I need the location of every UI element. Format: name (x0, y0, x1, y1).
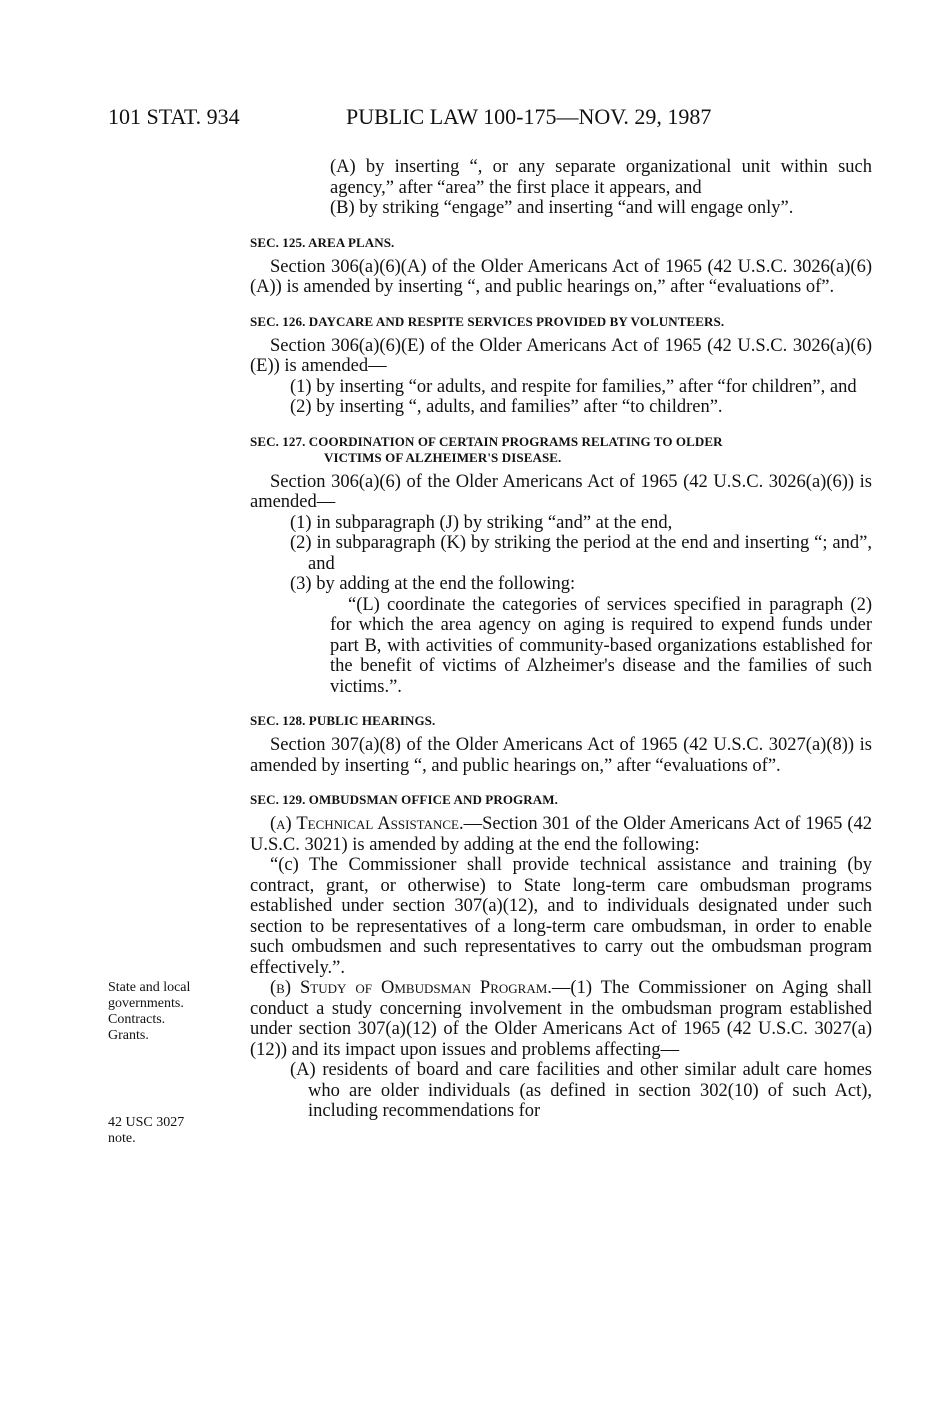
stat-page-number: 101 STAT. 934 (108, 104, 240, 129)
margin-note-line: note. (108, 1131, 136, 1146)
paragraph-a1: (A) by inserting “, or any separate organizational unit within such agency,” after “area” the first place it appears, and (330, 157, 872, 198)
section-129-b-text: —(1) The Commissioner on Aging shall conduct a study concerning involvement in the ombudsman program established under section 307(a)(12) of the Older Americans Act of 1965 (42 U.S.C. 3027(a)(12)) and its impact upon issues and problems affecting— (250, 978, 873, 1060)
margin-note-line: 42 USC 3027 (108, 1115, 185, 1130)
section-127-item-1: (1) in subparagraph (J) by striking “and” at the end, (290, 512, 673, 533)
section-129-heading: SEC. 129. OMBUDSMAN OFFICE AND PROGRAM. (250, 792, 558, 807)
section-127-item-3: (3) by adding at the end the following: (290, 574, 576, 594)
section-129-b-label: (b) Study of Ombudsman Program. (270, 978, 552, 998)
margin-note-state-local (108, 980, 238, 1044)
margin-note-line: Contracts. (108, 1012, 166, 1027)
section-129-a-text: —Section 301 of the Older Americans Act of 1965 (42 U.S.C. 3021) is amended by adding at the end the following: (250, 814, 872, 855)
public-law-title: PUBLIC LAW 100-175—NOV. 29, 1987 (346, 104, 712, 129)
section-129-quoted-c: “(c) The Commissioner shall provide technical assistance and training (by contract, grant, or otherwise) to State long-term care ombudsman programs established under section 307(a)(12), and to individuals designated under such section to be representatives of a long-term care ombudsman, in order to enable such ombudsmen and such representatives to carry out the ombudsman program effectively.”. (250, 855, 872, 978)
paragraph-b1: (B) by striking “engage” and inserting “and will engage only”. (330, 198, 794, 218)
section-127-heading-line-1: SEC. 127. COORDINATION OF CERTAIN PROGRAMS RELATING TO OLDER (250, 433, 723, 449)
document-body (250, 157, 872, 1122)
section-128-heading: SEC. 128. PUBLIC HEARINGS. (250, 713, 436, 728)
margin-note-line: governments. (108, 996, 184, 1011)
section-129-b-item-A: (A) residents of board and care facilities and other similar adult care homes who are older individuals (as defined in section 302(10) of such Act), including recommendations for (290, 1060, 872, 1121)
margin-note-line: Grants. (108, 1028, 149, 1043)
section-125-text: Section 306(a)(6)(A) of the Older Americans Act of 1965 (42 U.S.C. 3026(a)(6)(A)) is amended by inserting “, and public hearings on,” after “evaluations of”. (250, 256, 872, 297)
section-128-text: Section 307(a)(8) of the Older Americans Act of 1965 (42 U.S.C. 3027(a)(8)) is amended by inserting “, and public hearings on,” after “evaluations of”. (250, 735, 872, 776)
section-127-quoted-L: “(L) coordinate the categories of services specified in paragraph (2) for which the area agency on aging is required to expend funds under part B, with activities of community-based organizations established for the benefit of victims of Alzheimer's disease and the families of such victims.”. (330, 594, 872, 697)
section-126-text: Section 306(a)(6)(E) of the Older Americans Act of 1965 (42 U.S.C. 3026(a)(6)(E)) is amended— (250, 335, 872, 376)
section-129-subsection-b (250, 978, 872, 1060)
section-126-item-2: (2) by inserting “, adults, and families” after “to children”. (290, 397, 723, 417)
section-127-heading (250, 434, 872, 466)
section-129-a-label: (a) Technical Assistance. (270, 814, 464, 834)
section-127-heading-line-2: VICTIMS OF ALZHEIMER'S DISEASE. (324, 449, 562, 465)
section-127-item-2: (2) in subparagraph (K) by striking the period at the end and inserting “; and”, and (290, 533, 872, 574)
section-127-text: Section 306(a)(6) of the Older Americans Act of 1965 (42 U.S.C. 3026(a)(6)) is amended— (250, 471, 872, 512)
margin-note-usc (108, 1115, 238, 1147)
section-125-heading: SEC. 125. AREA PLANS. (250, 234, 395, 250)
section-126-heading: SEC. 126. DAYCARE AND RESPITE SERVICES PROVIDED BY VOLUNTEERS. (250, 313, 725, 329)
section-129-subsection-a (250, 814, 872, 855)
margin-note-line: State and local (108, 980, 191, 995)
section-126-item-1: (1) by inserting “or adults, and respite for families,” after “for children”, and (290, 376, 857, 397)
